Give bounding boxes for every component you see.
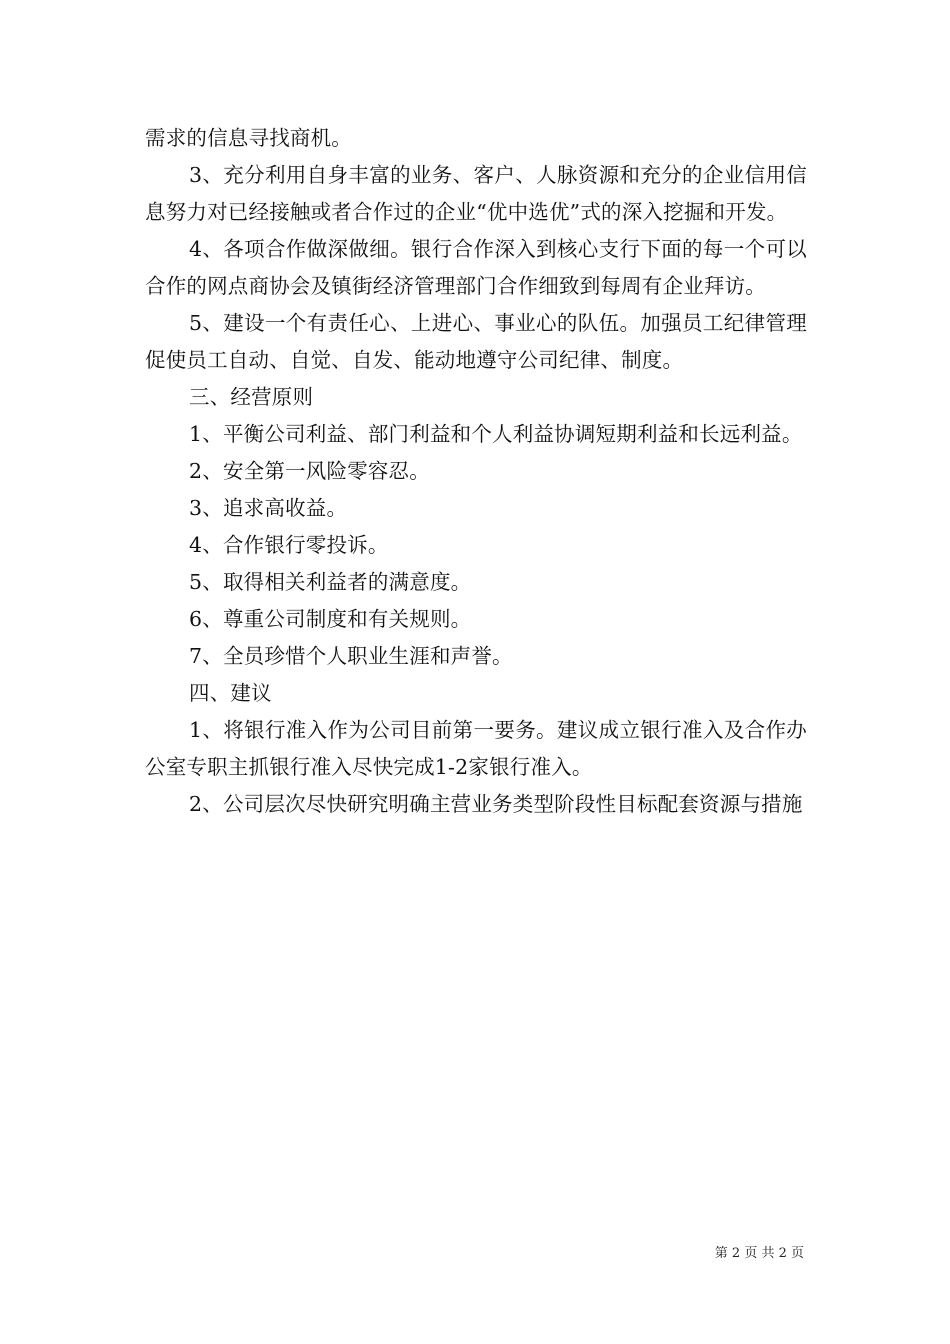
section-heading: 四、建议 (189, 681, 272, 705)
page-number-footer: 第 2 页 共 2 页 (714, 1246, 804, 1261)
paragraph: 1、平衡公司利益、部门利益和个人利益协调短期利益和长远利益。 (189, 422, 803, 446)
paragraph: 需求的信息寻找商机。 (145, 126, 352, 150)
paragraph: 4、合作银行零投诉。 (189, 533, 389, 557)
paragraph: 5、取得相关利益者的满意度。 (189, 570, 472, 594)
paragraph: 6、尊重公司制度和有关规则。 (189, 607, 472, 631)
paragraph: 3、充分利用自身丰富的业务、客户、人脉资源和充分的企业信用信息努力对已经接触或者合作过的企业“优中选优”式的深入挖掘和开发。 (145, 163, 807, 224)
paragraph: 5、建设一个有责任心、上进心、事业心的队伍。加强员工纪律管理促使员工自动、自觉、自发、能动地遵守公司纪律、制度。 (145, 311, 807, 372)
paragraph: 2、安全第一风险零容忍。 (189, 459, 430, 483)
paragraph: 2、公司层次尽快研究明确主营业务类型阶段性目标配套资源与措施 (189, 792, 803, 816)
paragraph: 7、全员珍惜个人职业生涯和声誉。 (189, 644, 513, 668)
paragraph: 1、将银行准入作为公司目前第一要务。建议成立银行准入及合作办公室专职主抓银行准入尽快完成1-2家银行准入。 (145, 718, 807, 779)
document-body (145, 120, 807, 823)
paragraph: 4、各项合作做深做细。银行合作深入到核心支行下面的每一个可以合作的网点商协会及镇街经济管理部门合作细致到每周有企业拜访。 (145, 237, 807, 298)
paragraph: 3、追求高收益。 (189, 496, 348, 520)
section-heading: 三、经营原则 (189, 385, 314, 409)
